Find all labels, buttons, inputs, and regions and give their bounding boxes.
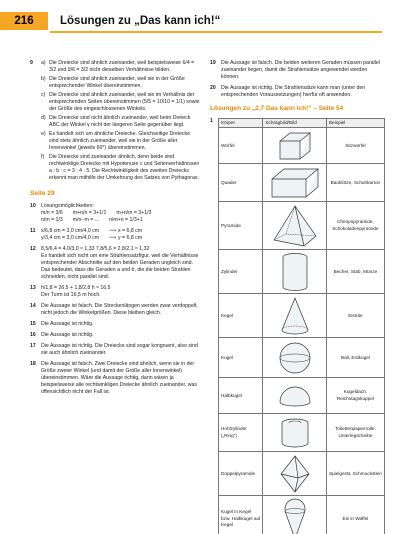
answer-text: Die Aussage ist richtig. [41,332,94,339]
exercise-number: 15 [30,321,36,328]
example-text: Eis in Waffel [326,496,384,534]
answer-text: Die Dreiecke sind nicht ähnlich zueinander, weil beim Dreieck ABC der Winkel γ nicht der längeren Seite gegenüber liegt. [49,115,191,129]
exercise-number: 12 [30,246,36,253]
sphere-image [263,338,326,378]
answer-text: Der Turm ist 16,5 m hoch. [41,292,101,299]
example-text: Cheopspyramide, Schokoladenpyramide [326,202,384,250]
hemisphere-image [263,378,326,414]
page-header [0,0,400,38]
table-row [219,250,385,294]
exercise-18 [30,361,200,396]
table-row [219,338,385,378]
exercise-number: 19 [210,60,216,66]
ice-cream-cone-image [263,496,326,534]
example-text: Sitzwürfel [326,128,384,164]
double-pyramid-image [263,452,326,496]
solid-name: Hohlzylinder („Ring“) [219,414,263,452]
formula-result: y = 6,8 cm [117,235,143,242]
exercise-number: 10 [30,203,36,210]
column-header: Schrägbild/Bild [263,118,326,127]
cube-image [263,128,326,164]
formula: n/m = 1/3 [41,217,63,224]
cuboid-image [263,164,326,202]
example-text: Kugeldach, Reichstagskuppel [326,378,384,414]
formula-result: x = 6,8 cm [117,228,143,235]
exercise-12 [30,246,200,281]
answer-text: Die Dreiecke sind ähnlich zueinander, weil beispielsweise 6/4 = 3/2 und 9/6 = 3/2 nicht dieselben Verhältnisse bilden. [49,60,195,74]
page-number: 216 [0,12,48,30]
answer-text: Die Aussage ist falsch. Zwei Dreiecke sind ähnlich, wenn sie in der Größe zweier Winkel (und damit der Größe aller Innenwinkel) übereinstimmen. Wäre die Aussage richtig, dann wären ja beispielsweise alle rechtwinkligen Dreiecke ähnlich zueinander, was offensichtlich nicht der Fall ist. [41,361,197,396]
solid-name: Kugel [219,338,263,378]
exercise-14 [30,303,200,317]
table-row [219,378,385,414]
example-text: Bauklötze, Schuhkarton [326,164,384,202]
exercise-number: 14 [30,303,36,310]
sub-letter: f) [41,154,45,161]
section-heading: Lösungen zu „2.7 Das kann ich!“ – Seite 54 [210,105,344,113]
answer-text: Die Aussage ist falsch. Die beiden weiteren Geraden müssen parallel zueinander liegen, damit die Strahlensätze angewendet werden können. [221,60,380,81]
hollow-cylinder-image [263,414,326,452]
exercise-number: 17 [30,343,36,350]
exercise-number: 9 [30,60,33,66]
formula: y/3,4 cm = 3,0 cm/4,0 cm [41,235,100,242]
answer-text: Die Aussage ist richtig. [41,321,94,328]
solid-name: Würfel [219,128,263,164]
table-row [219,128,385,164]
table-row [219,414,385,452]
solid-name: Pyramide [219,202,263,250]
sub-letter: e) [41,131,46,138]
exercise-number: 1 [210,117,213,124]
table-row [219,202,385,250]
exercise-10 [30,203,200,224]
sub-letter: d) [41,115,46,122]
example-text: Becher, Stab, Münze [326,250,384,294]
header-rule [50,31,382,33]
answer-text: Es handelt sich um ähnliche Dreiecke. Gleichseitige Dreiecke sind stets ähnlich zueinander, weil sie in der Größe aller Innenwinkel (jeweils 60°) übereinstimmen. [49,131,190,152]
answer-text: Die Dreiecke sind zueinander ähnlich, denn beide sind rechtwinklige Dreiecke mit Hypotenuse c und Seitenverhältnissen a : b : c = 3 : 4 : 5. Die Rechtwinkligkeit des zweiten Dreiecks erkennt man mithilfe der Umkehrung des Satzes von Pythagoras. [49,154,200,182]
example-text: Eistüte [326,294,384,338]
table-row [219,452,385,496]
formula: m+n/n = 3+1/1 [72,210,107,217]
formula: m+n/m = 3+1/3 [116,210,152,217]
table-row [219,496,385,534]
exercise-16 [30,332,200,339]
solid-name: Quader [219,164,263,202]
answer-text: Die Aussage ist falsch. Die Streckenlängen werden zwar verdoppelt, nicht jedoch die Winkelgrößen. Diese bleiben gleich. [41,303,198,317]
solid-name: Zylinder [219,250,263,294]
column-header: Körper [219,118,263,127]
example-text: Ball, Erdkugel [326,338,384,378]
answer-text: Die Dreiecke sind ähnlich zueinander, weil sie in der Größe entsprechender Winkel übereinstimmen. [49,76,185,90]
exercise-number: 18 [30,361,36,368]
exercise-13 [30,285,200,299]
exercise-number: 11 [30,228,36,235]
pyramid-image [263,202,326,250]
answer-text: Die Dreiecke sind ähnlich zueinander, weil sie im Verhältnis der entsprechenden Seiten übereinstimmen (5/5 = 10/10 = 1/1) sowie der Größe des eingeschlossenen Winkels. [49,92,200,113]
table-row [219,164,385,202]
answer-text: Es handelt sich nicht um eine Strahlensatzfigur, weil die Verhältnisse entsprechender Abschnitte auf den beiden Geraden ungleich sind. Das bedeutet, dass die Geraden a und b, die die beiden Strahlen schneiden, nicht parallel sind. [41,253,199,281]
example-text: Spielgerät, Schmuckstein [326,452,384,496]
answer-text: Die Aussage ist richtig. Die Dreiecke sind sogar kongruent, also sind sie auch ähnlich zueinander. [41,343,198,357]
formula: 8,5/6,4 = 4,0/3,0 ≈ 1,33 7,8/5,6 = 2,8/2,1 ≈ 1,32 [41,246,150,253]
sub-letter: a) [41,60,46,66]
exercise-9 [30,60,200,184]
section-heading: Seite 29 [30,190,55,198]
answer-text: Die Aussage ist richtig. Die Strahlensätze kann man (unter den entsprechenden Voraussetzungen) hierfür oft anwenden. [221,85,366,99]
cylinder-image [263,250,326,294]
exercise-number: 13 [30,285,36,292]
table-header-row [219,118,385,127]
formula: n/m+n = 1/3+1 [109,217,143,224]
exercise-11: 11 x/6,8 cm = 3,0 cm/4,0 cm ⟹ x = 6,8 cm y/3,4 cm = 3,0 cm/4,0 cm ⟹ y = 6,8 cm [30,228,143,242]
table-row [219,294,385,338]
solid-name: Kugel in Kegel bzw. Halbkugel auf Kegel [219,496,263,534]
sub-letter: c) [41,92,46,99]
formula: h/1,8 = 26,5 + 1,8/2,8 h ≈ 16,5 [41,285,111,292]
exercise-17 [30,343,200,357]
exercise-number: 20 [210,85,216,92]
formula: m/n−m = ... [72,217,100,224]
solid-name: Kegel [219,294,263,338]
solid-name: Halbkugel [219,378,263,414]
formula: x/6,8 cm = 3,0 cm/4,0 cm [41,228,100,235]
right-column [210,60,385,534]
cone-image [263,294,326,338]
solid-name: Doppelpyramide [219,452,263,496]
exercise-20 [210,85,385,99]
page-title: Lösungen zu „Das kann ich!“ [60,15,221,27]
formula: m/n = 3/6 [41,210,63,217]
answer-text: Lösungsmöglichkeiten: [41,203,94,210]
solids-table [218,118,385,534]
left-column [30,60,200,400]
column-header: Beispiel [326,118,384,127]
sub-letter: b) [41,76,46,83]
exercise-19 [210,60,385,81]
exercise-15 [30,321,200,328]
example-text: Toilettenpapierrolle, Unterlegscheibe [326,414,384,452]
exercise-number: 16 [30,332,36,339]
